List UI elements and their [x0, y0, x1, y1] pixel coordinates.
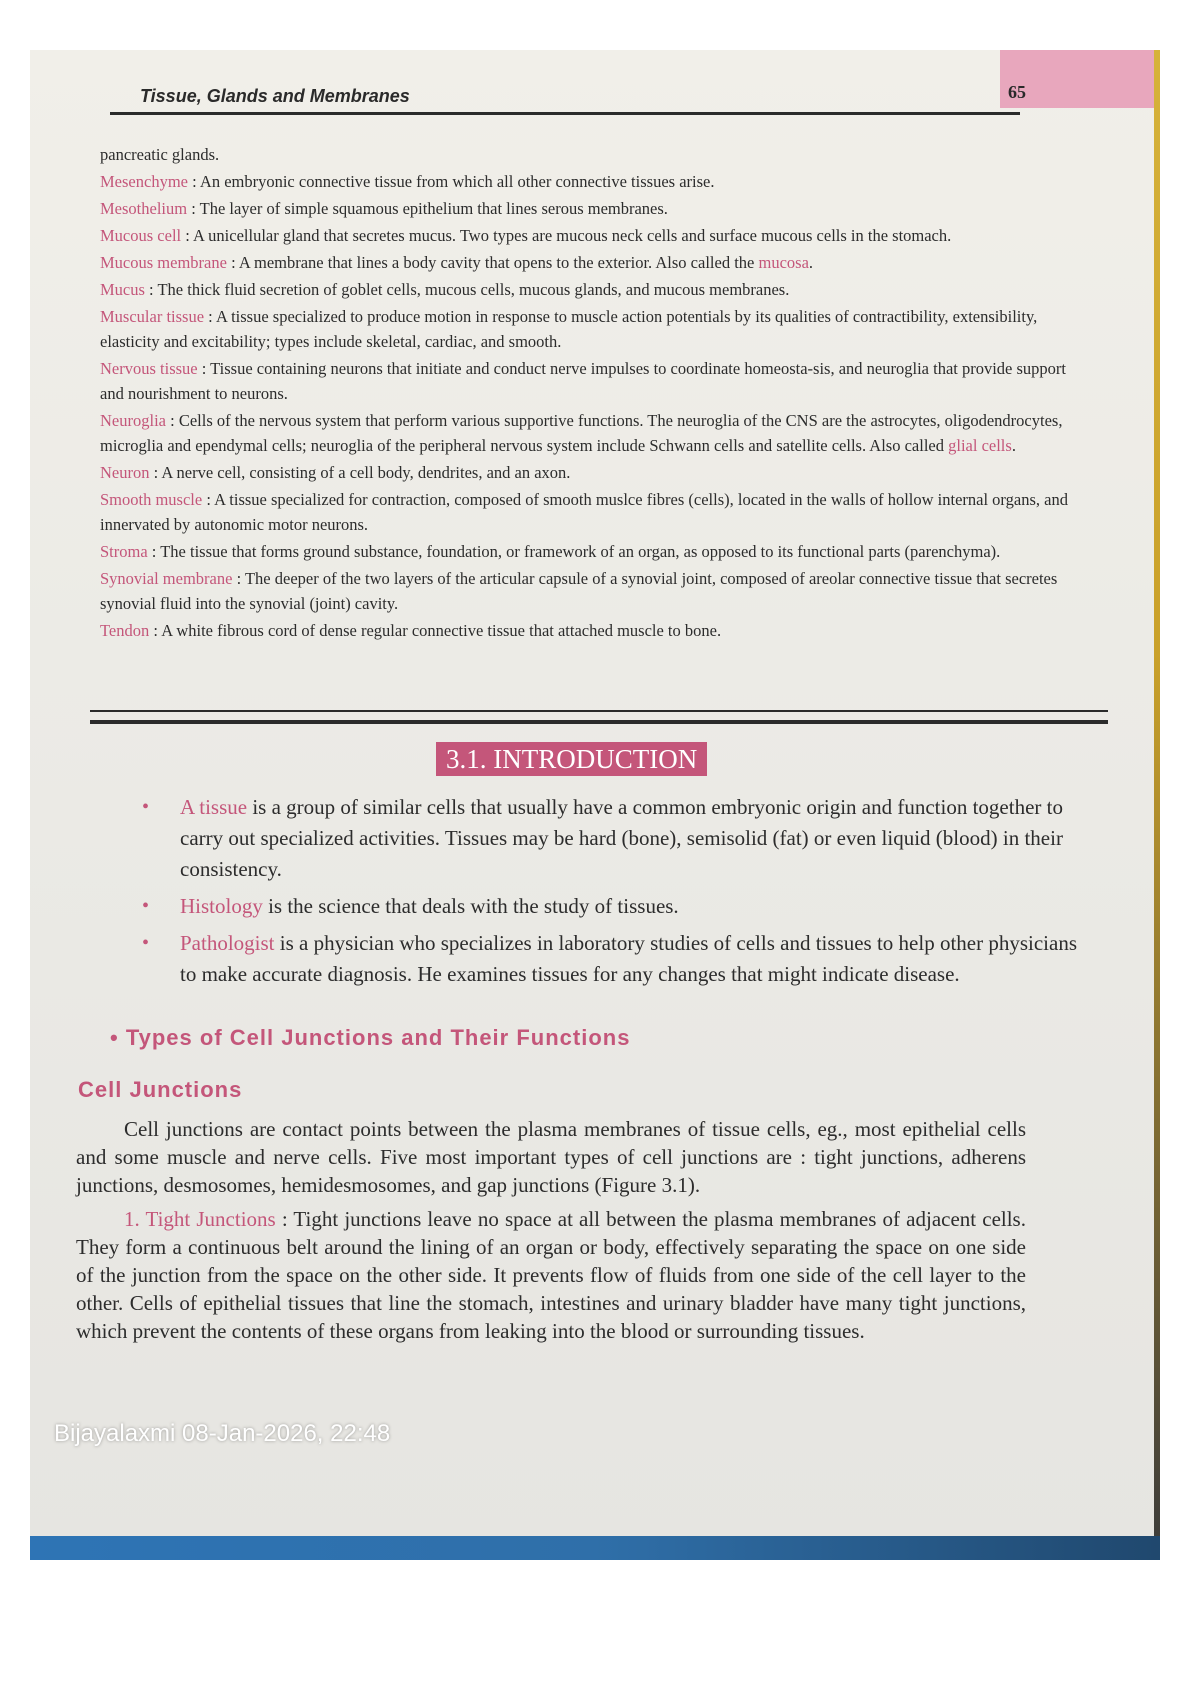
glossary-entry: Nervous tissue : Tissue containing neurons that initiate and conduct nerve impulses to coordinate homeosta-sis, and neuroglia that provide support and nourishment to neurons.	[100, 359, 1067, 403]
page-number: 65	[1008, 82, 1026, 102]
glossary-entry: Synovial membrane : The deeper of the two layers of the articular capsule of a synovial joint, composed of areolar connective tissue that secretes synovial fluid into the synovial (joint) cavity.	[100, 569, 1058, 613]
glossary-entry: Mucus : The thick fluid secretion of goblet cells, mucous cells, mucous glands, and mucous membranes.	[100, 280, 790, 299]
glossary-entry: Muscular tissue : A tissue specialized to produce motion in response to muscle action potentials by its qualities of contractibility, extensibility, elasticity and excitability; types include skeletal, cardiac, and smooth.	[100, 307, 1038, 351]
paragraph: Cell junctions are contact points between the plasma membranes of tissue cells, eg., most epithelial cells and some muscle and nerve cells. Five most important types of cell junctions are : tight junctions, adherens junctions, desmosomes, hemidesmosomes, and gap junctions (Figure 3.1).	[76, 1117, 1026, 1197]
glossary-entry: pancreatic glands.	[100, 145, 220, 164]
glossary-entry: Neuron : A nerve cell, consisting of a cell body, dendrites, and an axon.	[100, 463, 571, 482]
glossary-entry: Mesothelium : The layer of simple squamous epithelium that lines serous membranes.	[100, 199, 668, 218]
background-strip	[30, 1536, 1160, 1560]
page-edge	[1154, 50, 1160, 1560]
paragraph: 1. Tight Junctions : Tight junctions leave no space at all between the plasma membranes of adjacent cells. They form a continuous belt around the lining of an organ or body, effectively separating the space on one side of the junction from the space on the other side. It prevents flow of fluids from one side of the cell layer to the other. Cells of epithelial tissues that line the stomach, intestines and urinary bladder have many tight junctions, which prevent the contents of these organs from leaking into the blood or surrounding tissues.	[76, 1207, 1026, 1343]
glossary-entry: Smooth muscle : A tissue specialized for contraction, composed of smooth muslce fibres (cells), located in the walls of hollow internal organs, and innervated by autonomic motor neurons.	[100, 490, 1068, 534]
running-header	[110, 82, 1020, 115]
glossary-entry: Stroma : The tissue that forms ground substance, foundation, or framework of an organ, as opposed to its functional parts (parenchyma).	[100, 542, 1001, 561]
intro-bullet-list	[142, 792, 1092, 996]
glossary-entry: Mucous cell : A unicellular gland that secretes mucus. Two types are mucous neck cells and surface mucous cells in the stomach.	[100, 226, 952, 245]
list-item: • Pathologist is a physician who specializes in laboratory studies of cells and tissues to help other physicians to make accurate diagnosis. He examines tissues for any changes that might indicate disease.	[142, 928, 1092, 990]
subsection-heading: • Types of Cell Junctions and Their Functions	[110, 1025, 631, 1050]
glossary-list	[100, 142, 1090, 645]
glossary-entry: Mesenchyme : An embryonic connective tissue from which all other connective tissues arise.	[100, 172, 715, 191]
glossary-entry: Mucous membrane : A membrane that lines a body cavity that opens to the exterior. Also called the mucosa.	[100, 253, 814, 272]
bullet-icon: •	[142, 796, 150, 818]
glossary-entry: Neuroglia : Cells of the nervous system that perform various supportive functions. The neuroglia of the CNS are the astrocytes, oligodendrocytes, microglia and ependymal cells; neuroglia of the peripheral nervous system include Schwann cells and satellite cells. Also called glial cells.	[100, 411, 1063, 455]
list-item: • Histology is the science that deals with the study of tissues.	[142, 891, 1092, 922]
body-text	[76, 1115, 1026, 1351]
section-divider	[90, 710, 1108, 724]
bullet-icon: •	[142, 932, 150, 954]
list-item: • A tissue is a group of similar cells that usually have a common embryonic origin and function together to carry out specialized activities. Tissues may be hard (bone), semisolid (fat) or even liquid (blood) in their consistency.	[142, 792, 1092, 885]
cell-junctions-heading: Cell Junctions	[78, 1077, 243, 1102]
bullet-icon: •	[142, 895, 150, 917]
section-title: 3.1. INTRODUCTION	[436, 742, 707, 776]
header-title: Tissue, Glands and Membranes	[140, 86, 410, 106]
book-page-photo	[30, 50, 1160, 1560]
glossary-entry: Tendon : A white fibrous cord of dense regular connective tissue that attached muscle to bone.	[100, 621, 722, 640]
photo-timestamp-watermark: Bijayalaxmi 08-Jan-2026, 22:48	[54, 1420, 391, 1447]
